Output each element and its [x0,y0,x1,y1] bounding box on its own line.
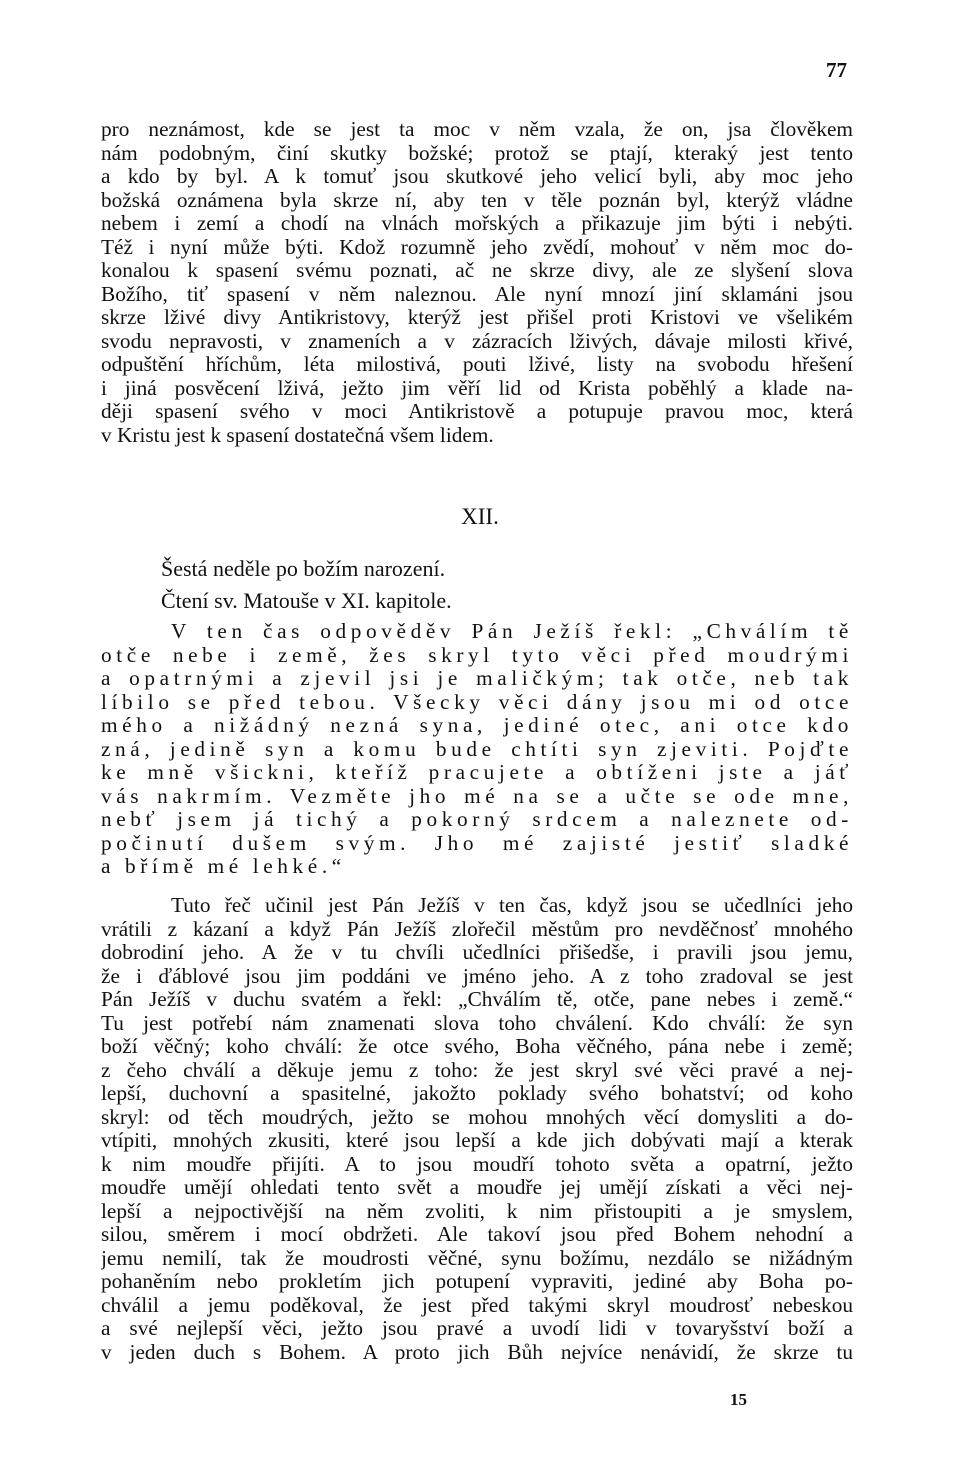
gospel-reading [101,620,853,879]
text-line: mého a nižádný nezná syna, jediné otec, ani otce kdo [101,714,853,737]
text-line: v Kristu jest k spasení dostatečná všem lidem. [101,423,494,447]
text-line: moudře umějí ohledati tento svět a moudře jej umějí získati a věci nej- [101,1176,853,1199]
signature-mark: 15 [730,1390,747,1409]
text-line: že i ďáblové jsou jim poddáni ve jméno jeho. A z toho zradoval se jest [101,964,853,988]
text-line: silou, směrem i mocí obdržeti. Ale takoví jsou před Bohem nehodní a [101,1223,853,1246]
text-line: z čeho chválí a děkuje jemu z toho: že jest skryl své věci pravé a nej- [101,1058,853,1082]
text-line: nebem i zemí a chodí na vlnách mořských a přikazuje jim býti i nebýti. [101,212,853,235]
text-line: Pán Ježíš v duchu svatém a řekl: „Chválím tě, otče, pane nebes i země.“ [101,988,853,1011]
text-line: lepší a nejpoctivější na něm zvoliti, k nim přistoupiti a je smyslem, [101,1199,853,1223]
text-line: pohaněním nebo prokletím jich potupení vypraviti, jediné aby Boha po- [101,1270,853,1293]
text-line: vtípiti, mnohých zkusiti, které jsou lepší a kde jich dobývati mají a kterak [101,1129,853,1152]
text-line: ději spasení svého v moci Antikristově a potupuje pravou moc, která [101,400,853,423]
reading-title: Čtení sv. Matouše v XI. kapitole. [161,588,452,613]
text-line: nebť jsem já tichý a pokorný srdcem a naleznete od- [101,808,853,831]
text-line: k nim moudře přijíti. A to jsou moudří tohoto světa a opatrní, ježto [101,1152,853,1176]
text-line: chválil a jemu poděkoval, že jest před takými skryl moudrosť nebeskou [101,1293,853,1317]
text-line: V ten čas odpověděv Pán Ježíš řekl: „Chválím tě [171,620,853,643]
text-line: lepší, duchovní a spasitelné, jakožto poklady svého bohatství; od koho [101,1082,853,1105]
text-line: vrátili z kázaní a když Pán Ježíš zlořečil městům pro nevděčnosť mnohého [101,917,853,941]
sunday-title: Šestá neděle po božím narození. [161,556,446,581]
text-line: Božího, tiť spasení v něm naleznou. Ale nyní mnozí jiní sklamáni jsou [101,282,853,306]
text-line: i jiná posvěcení lživá, ježto jim věří lid od Krista poběhlý a klade na- [101,376,853,400]
text-line: boží věčný; koho chválí: že otce svého, Boha věčného, pána nebe i země; [101,1035,853,1058]
text-line: líbilo se před tebou. Všecky věci dány jsou mi od otce [101,690,853,714]
sermon-paragraph [101,894,853,1364]
text-line: otče nebe i země, žes skryl tyto věci před moudrými [101,643,853,667]
text-line: božská oznámena byla skrze ní, aby ten v těle poznán byl, kterýž vládne [101,188,853,212]
chapter-heading: XII. [461,504,499,529]
text-line: skrze lživé divy Antikristovy, kterýž jest přišel proti Kristovi ve všelikém [101,306,853,329]
text-line: ke mně všickni, kteříž pracujete a obtíženi jste a jáť [101,761,853,784]
page-number: 77 [826,58,847,82]
text-line: nám podobným, činí skutky božské; protož se ptají, kteraký jest tento [101,141,853,165]
text-line: konalou k spasení svému poznati, ač ne skrze divy, ale ze slyšení slova [101,259,853,282]
paragraph-continued [101,118,853,447]
text-line: Tu jest potřebí nám znamenati slova toho chválení. Kdo chválí: že syn [101,1011,853,1035]
text-line: a opatrnými a zjevil jsi je maličkým; tak otče, neb tak [101,667,853,690]
text-line: zná, jedině syn a komu bude chtíti syn zjeviti. Pojďte [101,737,853,761]
text-line: a břímě mé lehké.“ [101,855,346,878]
text-line: skryl: od těch moudrých, ježto se mohou mnohých věcí domysliti a do- [101,1105,853,1129]
text-line: v jeden duch s Bohem. A proto jich Bůh nejvíce nenávidí, že skrze tu [101,1340,853,1364]
text-line: jemu nemilí, tak že moudrosti věčné, synu božímu, nezdálo se nižádným [101,1246,853,1270]
text-line: Tuto řeč učinil jest Pán Ježíš v ten čas, když jsou se učedlníci jeho [171,894,853,917]
text-line: vás nakrmím. Vezměte jho mé na se a učte se ode mne, [101,784,853,808]
text-line: a kdo by byl. A k tomuť jsou skutkové jeho velicí byli, aby moc jeho [101,165,853,188]
text-line: odpuštění hříchům, léta milostivá, pouti lživé, listy na svobodu hřešení [101,353,853,376]
text-line: svodu nepravosti, v znameních a v zázracích lživých, dávaje milosti křivé, [101,329,853,353]
text-line: počinutí dušem svým. Jho mé zajisté jestiť sladké [101,831,853,855]
text-line: dobrodiní jeho. A že v tu chvíli učedlníci přišedše, i pravili jsou jemu, [101,941,853,964]
text-line: a své nejlepší věci, ježto jsou pravé a uvodí lidi v tovaryšství boží a [101,1317,853,1340]
text-line: pro neznámost, kde se jest ta moc v něm vzala, že on, jsa člověkem [101,118,853,141]
text-line: Též i nyní může býti. Kdož rozumně jeho zvědí, mohouť v něm moc do- [101,235,853,259]
